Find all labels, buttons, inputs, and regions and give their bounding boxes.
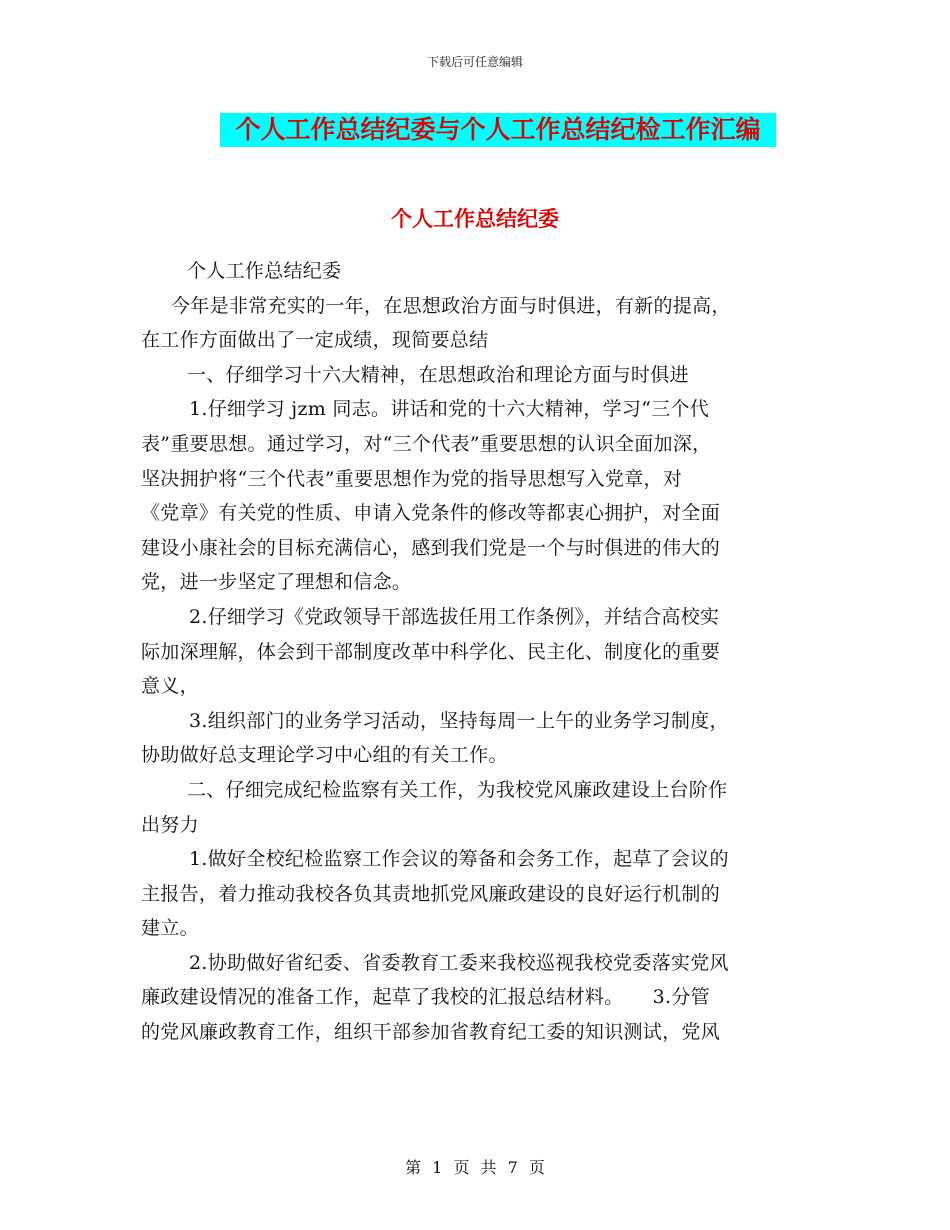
paragraph-line: 二、仔细完成纪检监察有关工作，为我校党风廉政建设上台阶作 xyxy=(187,778,728,801)
paragraph-line: 2.仔细学习《党政领导干部选拔任用工作条例》，并结合高校实 xyxy=(189,605,720,628)
paragraph-line: 坚决拥护将“三个代表”重要思想作为党的指导思想写入党章，对 xyxy=(141,467,683,490)
paragraph-line: 出努力 xyxy=(141,813,199,836)
paragraph-line: 个人工作总结纪委 xyxy=(187,260,342,282)
document-title: 个人工作总结纪委与个人工作总结纪检工作汇编 xyxy=(220,113,776,147)
paragraph-line: 在工作方面做出了一定成绩，现简要总结 xyxy=(141,329,489,352)
paragraph-line: 《党章》有关党的性质、申请入党条件的修改等都衷心拥护，对全面 xyxy=(141,502,721,525)
page-footer: 第 1 页 共 7 页 xyxy=(405,1158,545,1177)
paragraph-line: 1.仔细学习 jzm 同志。讲话和党的十六大精神，学习“三个代 xyxy=(189,398,710,421)
paragraph-line: 建设小康社会的目标充满信心，感到我们党是一个与时俱进的伟大的 xyxy=(141,536,721,559)
paragraph-line: 2.协助做好省纪委、省委教育工委来我校巡视我校党委落实党风 xyxy=(189,951,729,974)
paragraph-line: 廉政建设情况的准备工作，起草了我校的汇报总结材料。 3.分管 xyxy=(141,986,710,1009)
paragraph-line: 3.组织部门的业务学习活动，坚持每周一上午的业务学习制度， xyxy=(189,709,729,732)
paragraph-line: 协助做好总支理论学习中心组的有关工作。 xyxy=(141,744,508,767)
paragraph-line: 今年是非常充实的一年，在思想政治方面与时俱进，有新的提高， xyxy=(171,294,731,317)
paragraph-line: 1.做好全校纪检监察工作会议的筹备和会务工作，起草了会议的 xyxy=(189,848,729,871)
paragraph-line: 表”重要思想。通过学习，对“三个代表”重要思想的认识全面加深， xyxy=(141,432,712,455)
paragraph-line: 的党风廉政教育工作，组织干部参加省教育纪工委的知识测试，党风 xyxy=(141,1021,721,1044)
paragraph-line: 一、仔细学习十六大精神，在思想政治和理论方面与时俱进 xyxy=(187,363,689,386)
paragraph-line: 主报告，着力推动我校各负其责地抓党风廉政建设的良好运行机制的 xyxy=(141,882,721,905)
section-title: 个人工作总结纪委 xyxy=(391,207,559,231)
paragraph-line: 建立。 xyxy=(141,917,199,940)
paragraph-line: 党，进一步坚定了理想和信念。 xyxy=(141,571,412,594)
body-text xyxy=(141,254,807,1050)
header-note: 下载后可任意编辑 xyxy=(426,55,523,69)
paragraph-line: 意义， xyxy=(141,675,199,698)
paragraph-line: 际加深理解，体会到干部制度改革中科学化、民主化、制度化的重要 xyxy=(141,640,721,663)
